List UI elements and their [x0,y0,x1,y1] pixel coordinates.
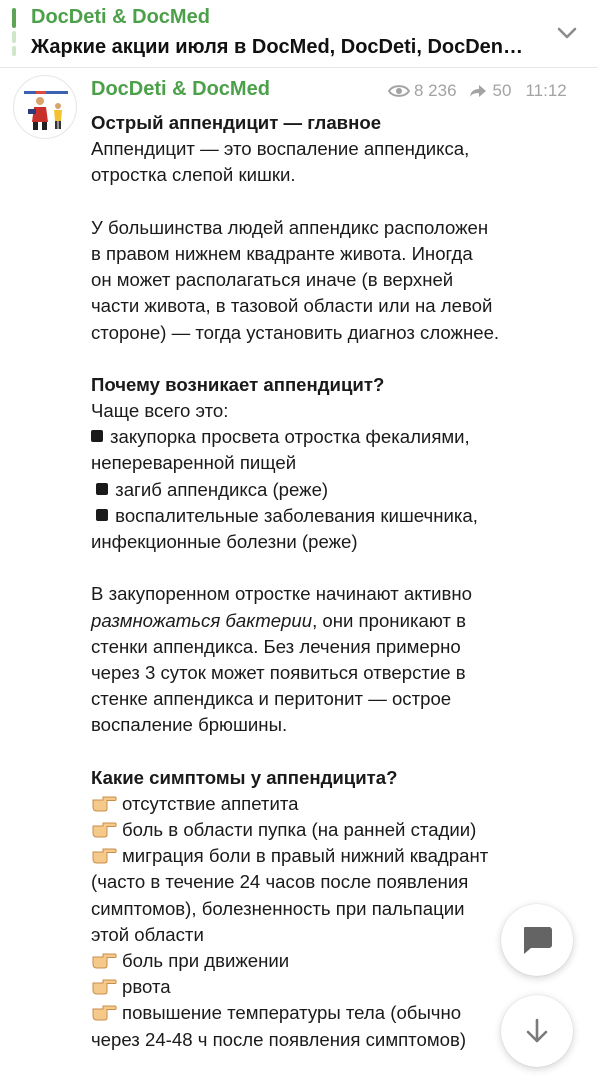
arrow-down-icon [522,1016,552,1046]
italic-text: размножаться бактерии [91,609,313,631]
section-heading-symptoms: Какие симптомы у аппендицита? [91,766,398,788]
comment-icon [520,924,554,956]
symptom-text: повышение температуры тела (обычно [122,1002,462,1024]
text-line: симптомов), болезненность при пальпации [91,897,465,919]
text-line: части живота, в тазовой области или на левой [91,295,493,317]
symptom-text: миграция боли в правый нижний квадрант [122,845,489,867]
scroll-down-button[interactable] [501,995,573,1067]
text-line: У большинства людей аппендикс расположен [91,216,489,238]
section-heading-causes: Почему возникает аппендицит? [91,373,385,395]
text-line: отростка слепой кишки. [91,164,296,186]
bullet-text: закупорка просвета отростка фекалиями, [110,426,470,448]
pinned-text: Жаркие акции июля в DocMed, DocDeti, DocDen… [31,36,524,58]
text-line: в правом нижнем квадранте живота. Иногда [91,242,473,264]
text-line: непереваренной пищей [91,452,297,474]
forwards-count: 50 [492,81,512,100]
symptom-text: рвота [122,976,171,998]
post-text [91,110,551,1053]
pointing-hand-icon [91,951,117,969]
post-meta [388,80,567,102]
views-count: 8 236 [414,81,457,100]
text-line: этой области [91,923,204,945]
bullet-square-icon [96,483,108,495]
avatar-logo-icon [14,76,77,139]
text-line: он может располагаться иначе (в верхней [91,269,454,291]
pinned-indicator [12,8,16,58]
pointing-hand-icon [91,820,117,838]
pointing-hand-icon [91,794,117,812]
symptom-text: боль в области пупка (на ранней стадии) [122,819,477,841]
text-line: стенке аппендикса и перитонит — острое [91,688,452,710]
bullet-square-icon [91,430,103,442]
pointing-hand-icon [91,846,117,864]
text-line: Чаще всего это: [91,400,229,422]
text-line: воспаление брюшины. [91,714,288,736]
text-line: Аппендицит — это воспаление аппендикса, [91,138,470,160]
text-line: (часто в течение 24 часов после появления [91,871,469,893]
bullet-text: загиб аппендикса (реже) [115,478,329,500]
forward-icon [469,84,487,98]
symptom-text: отсутствие аппетита [122,792,299,814]
symptom-text: боль при движении [122,950,290,971]
post-author[interactable]: DocDeti & DocMed [91,78,270,100]
pointing-hand-icon [91,1003,117,1021]
text-line: В закупоренном отростке начинают активно [91,583,472,605]
post-time: 11:12 [525,81,567,100]
chevron-down-icon[interactable] [552,18,582,48]
text-line: через 3 суток может появиться отверстие в [91,661,466,683]
pinned-message-bar[interactable] [0,0,598,68]
text-line: через 24-48 ч после появления симптомов) [91,1028,467,1050]
text-line: инфекционные болезни (реже) [91,531,358,552]
pinned-title: DocDeti & DocMed [31,6,210,28]
eye-icon [388,84,410,98]
comments-button[interactable] [501,904,573,976]
post-heading: Острый аппендицит — главное [91,112,382,133]
text-line: стенки аппендикса. Без лечения примерно [91,635,461,657]
channel-avatar[interactable] [13,75,77,139]
text-line: стороне) — тогда установить диагноз сложнее. [91,321,500,343]
pointing-hand-icon [91,977,117,995]
bullet-square-icon [96,509,108,521]
bullet-text: воспалительные заболевания кишечника, [115,504,478,526]
text-line: , они проникают в [312,609,466,631]
